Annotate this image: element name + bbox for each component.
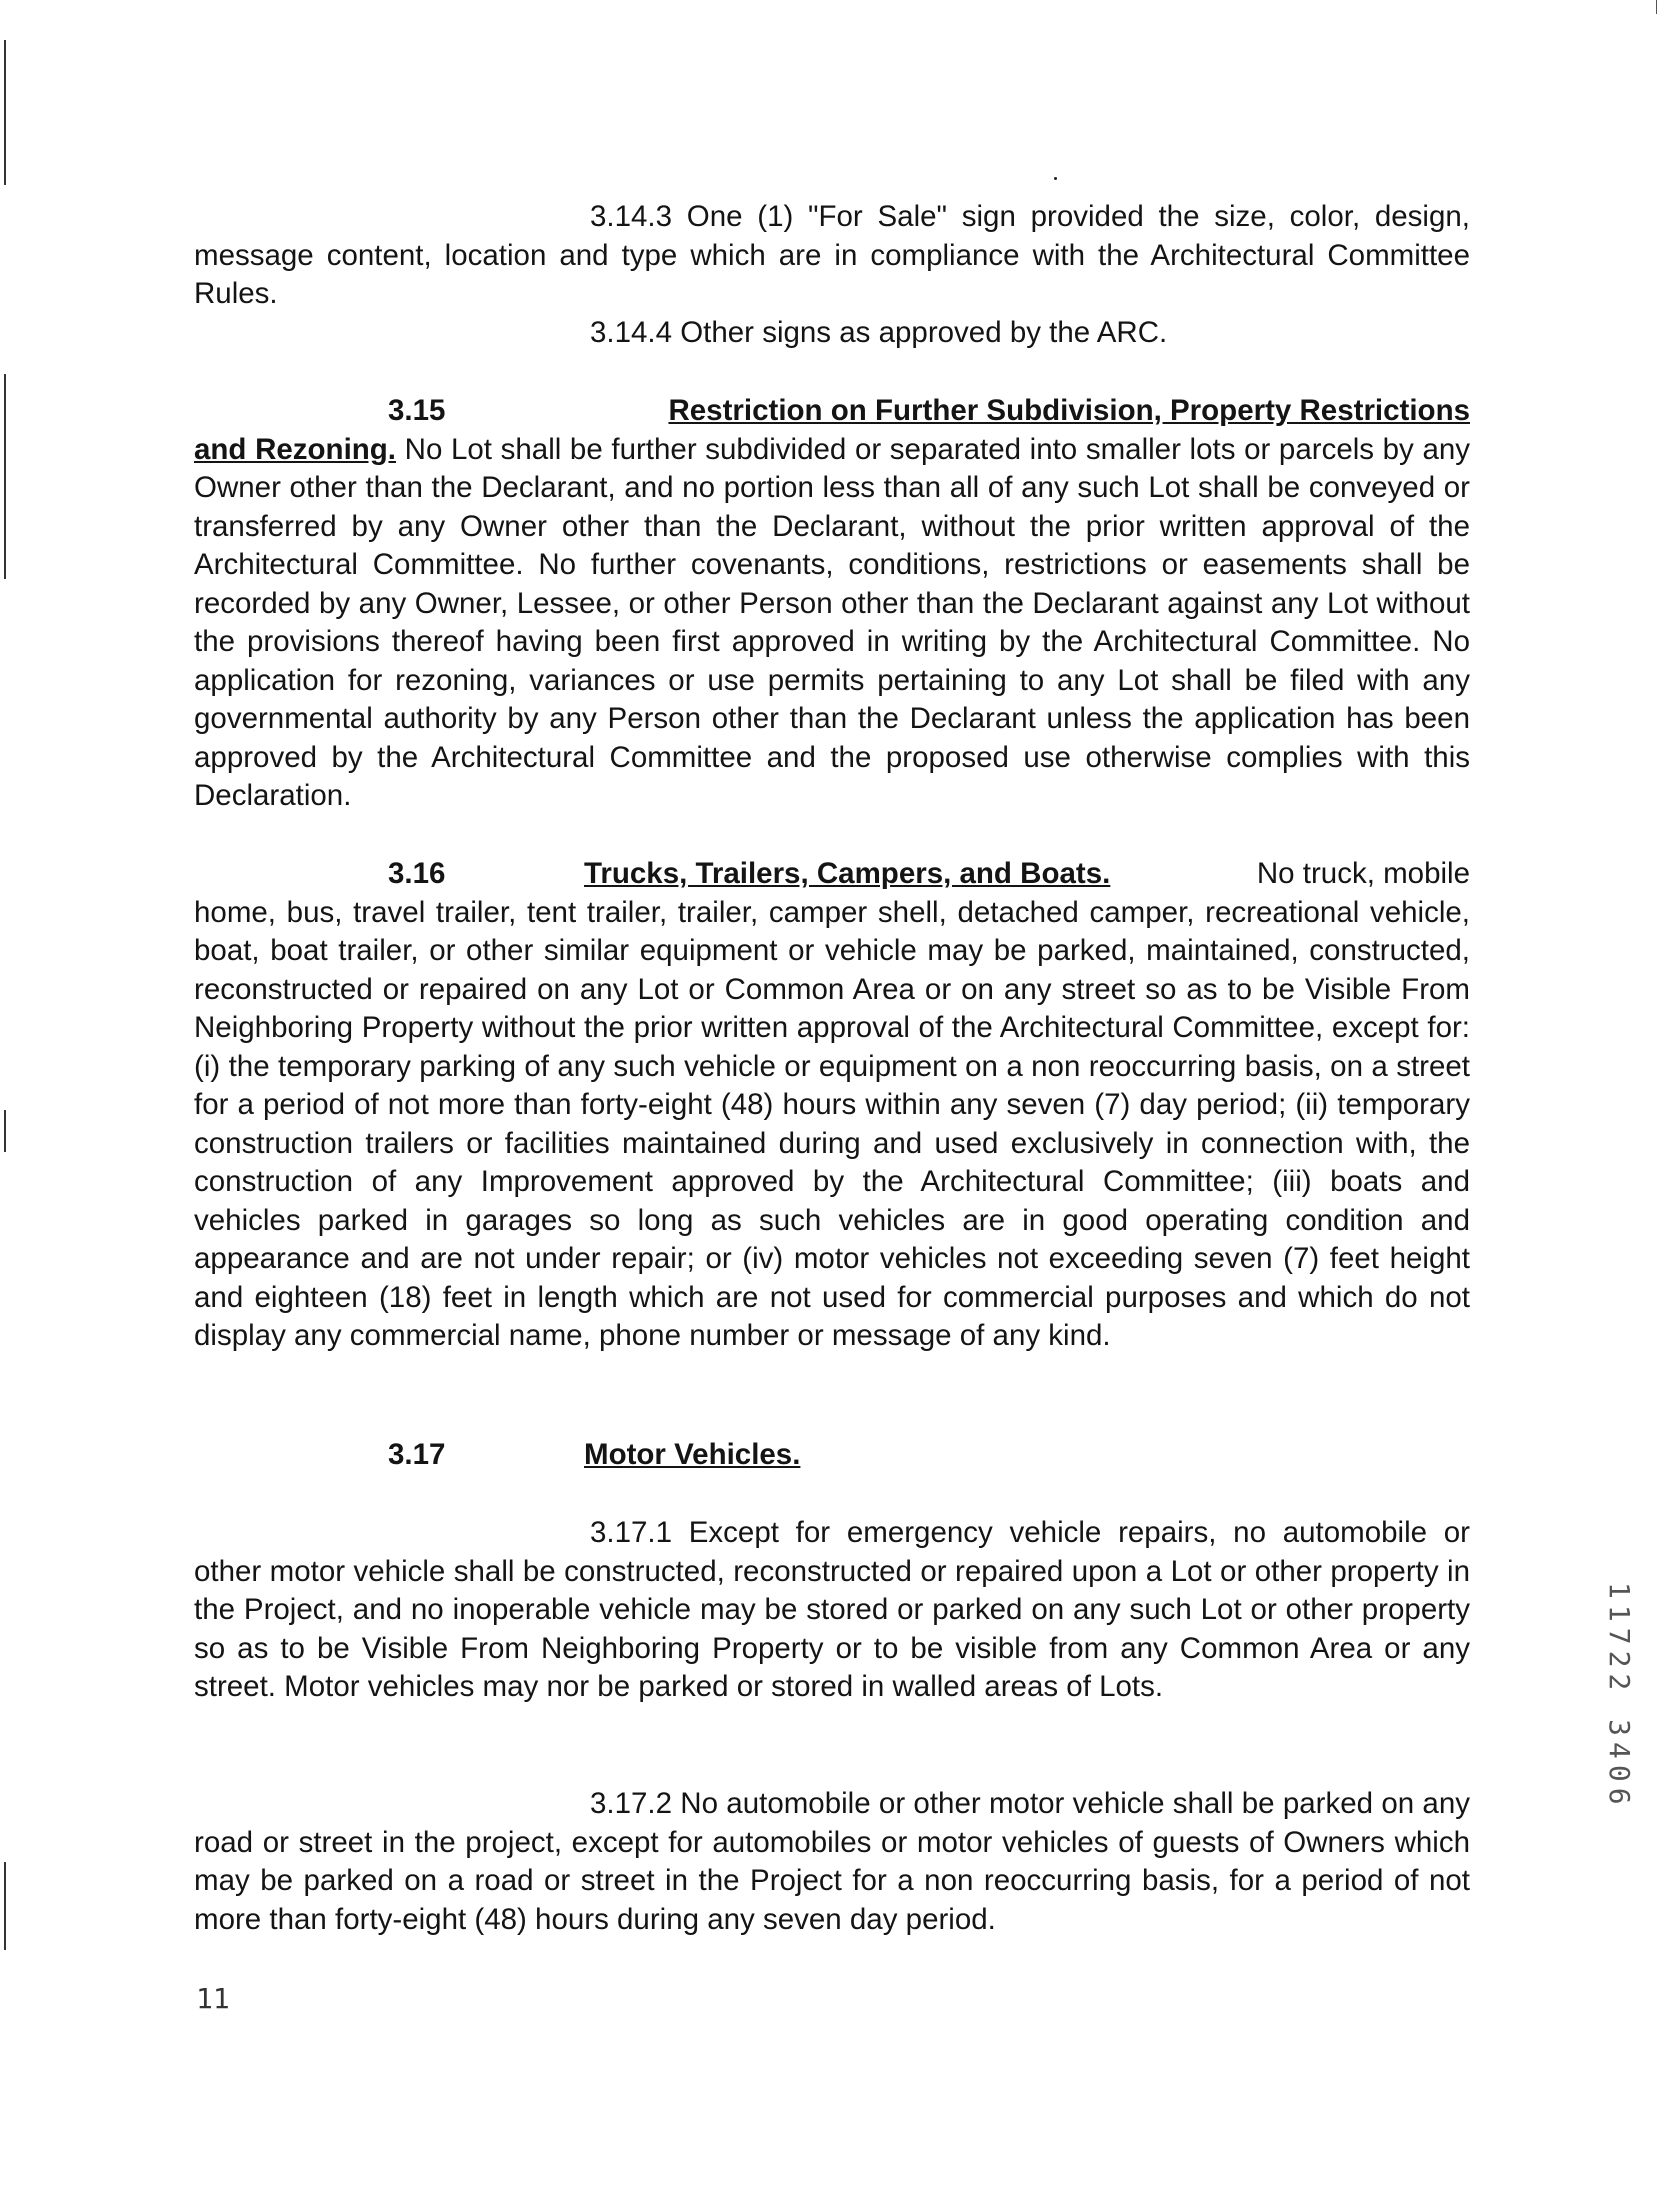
paragraph-3-17-1: 3.17.1 Except for emergency vehicle repairs, no automobile or other motor vehicle shall be constructed, reconstructed or repaired upon a Lot or other property in the Project, and no inoperable vehicle may be stored or parked on any such Lot or other property so as to be Visible From Neighboring Property or to be visible from any Common Area or any street. Motor vehicles may nor be parked or stored in walled areas of Lots. — [194, 1516, 1470, 1703]
section-3-15 — [194, 392, 1470, 816]
recording-stamp-text: 11722 3406 — [1603, 1582, 1636, 1811]
section-title: Motor Vehicles. — [584, 1438, 801, 1471]
section-title-continued: and Rezoning. — [194, 432, 397, 466]
section-body: home, bus, travel trailer, tent trailer, trailer, camper shell, detached camper, recreational vehicle, boat, boat trailer, or other similar equipment or vehicle may be parked, maintained, constructed, reconstructed or repaired on any Lot or Common Area or on any street so as to be Visible From Neighboring Property without the prior written approval of the Architectural Committee, except for: (i) the temporary parking of any such vehicle or equipment on a non reoccurring basis, on a street for a period of not more than forty-eight (48) hours within any seven (7) day period; (ii) temporary construction trailers or facilities maintained during and used exclusively in connection with, the construction of any Improvement approved by the Architectural Committee; (iii) boats and vehicles parked in garages so long as such vehicles are in good operating condition and appearance and are not under repair; or (iv) motor vehicles not exceeding seven (7) feet height and eighteen (18) feet in length which are not used for commercial purposes and which do not display any commercial name, phone number or message of any kind. — [194, 895, 1470, 1352]
scan-artifact-line — [4, 1110, 6, 1152]
section-number: 3.15 — [388, 394, 446, 427]
paragraph-3-14-3: 3.14.3 One (1) "For Sale" sign provided the size, color, design, message content, location and type which are in compliance with the Architectural Committee Rules. — [194, 200, 1470, 310]
section-number: 3.16 — [388, 857, 446, 890]
scan-artifact-line — [4, 1862, 6, 1950]
section-number: 3.17 — [388, 1438, 446, 1471]
section-3-17-heading — [194, 1436, 1470, 1475]
section-body: No Lot shall be further subdivided or separated into smaller lots or parcels by any Owner other than the Declarant, and no portion less than all of any such Lot shall be conveyed or transferred by any Owner other than the Declarant, without the prior written approval of the Architectural Committee. No further covenants, conditions, restrictions or easements shall be recorded by any Owner, Lessee, or other Person other than the Declarant against any Lot without the provisions thereof having been first approved in writing by the Architectural Committee. No application for rezoning, variances or use permits pertaining to any Lot shall be filed with any governmental authority by any Person other than the Declarant unless the application has been approved by the Architectural Committee and the proposed use otherwise complies with this Declaration. — [194, 432, 1471, 812]
scan-artifact-tick — [1656, 0, 1657, 14]
section-title: Restriction on Further Subdivision, Property Restrictions — [668, 394, 1470, 427]
section-3-16 — [194, 855, 1470, 1356]
scan-artifact-line — [4, 40, 6, 185]
section-3-15-heading — [194, 392, 1470, 431]
scan-speck — [1054, 177, 1057, 180]
section-lead-text: No truck, mobile — [1256, 857, 1470, 890]
section-title: Trucks, Trailers, Campers, and Boats. — [584, 857, 1111, 890]
paragraph-3-14-4: 3.14.4 Other signs as approved by the ARC. — [590, 316, 1168, 349]
paragraph-3-17-2: 3.17.2 No automobile or other motor vehicle shall be parked on any road or street in the project, except for automobiles or motor vehicles of guests of Owners which may be parked on a road or street in the Project for a non reoccurring basis, for a period of not more than forty-eight (48) hours during any seven day period. — [194, 1787, 1470, 1936]
recording-stamp — [1603, 1582, 1644, 1902]
scan-artifact-line — [4, 374, 6, 579]
section-3-15-body — [194, 431, 1470, 816]
page-number: 11 — [196, 1982, 230, 2015]
section-3-16-heading — [194, 855, 1470, 894]
